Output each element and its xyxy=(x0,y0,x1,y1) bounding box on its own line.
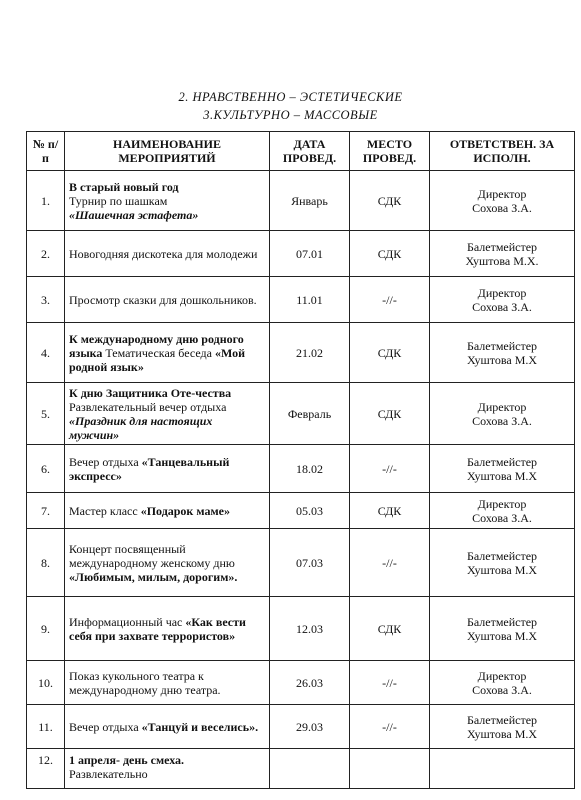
event-name xyxy=(65,277,270,323)
event-date: 26.03 xyxy=(270,661,350,705)
responsible-line: Сохова З.А. xyxy=(472,299,532,314)
table-row xyxy=(27,597,575,661)
event-name-segment: Концерт посвященный международному женскому дню xyxy=(69,541,235,570)
row-number: 4. xyxy=(27,323,65,383)
responsible-line: Сохова З.А. xyxy=(472,200,532,215)
event-responsible xyxy=(430,705,575,749)
events-table xyxy=(26,131,575,789)
event-date: 07.03 xyxy=(270,529,350,597)
row-number: 3. xyxy=(27,277,65,323)
event-name xyxy=(65,231,270,277)
event-date: 29.03 xyxy=(270,705,350,749)
event-responsible xyxy=(430,445,575,493)
table-row xyxy=(27,749,575,789)
event-name-segment: Тематическая беседа xyxy=(105,345,215,360)
event-responsible xyxy=(430,383,575,445)
event-name-segment: Мастер класс xyxy=(69,503,141,518)
event-date xyxy=(270,749,350,789)
responsible-line: Сохова З.А. xyxy=(472,510,532,525)
table-row xyxy=(27,493,575,529)
event-name-segment: «Танцуй и веселись». xyxy=(141,719,259,734)
event-responsible xyxy=(430,661,575,705)
event-name xyxy=(65,529,270,597)
row-number: 2. xyxy=(27,231,65,277)
event-name-segment: «Мой родной язык» xyxy=(69,345,246,374)
event-name xyxy=(65,493,270,529)
event-place: СДК xyxy=(350,231,430,277)
event-date: 12.03 xyxy=(270,597,350,661)
event-name-segment: Развлекательный вечер отдыха xyxy=(69,399,227,414)
event-name-segment: Вечер отдыха xyxy=(69,719,142,734)
event-name-segment: Информационный час xyxy=(69,614,186,629)
responsible-line: Балетмейстер xyxy=(466,548,538,563)
responsible-line: Хуштова М.Х xyxy=(466,628,538,643)
table-row xyxy=(27,529,575,597)
event-name-segment: «Любимым, милым, дорогим». xyxy=(69,569,238,584)
event-date: Январь xyxy=(270,171,350,231)
responsible-line: Хуштова М.Х xyxy=(466,468,538,483)
row-number: 11. xyxy=(27,705,65,749)
table-row xyxy=(27,277,575,323)
section-heading-1: 2. НРАВСТВЕННО – ЭСТЕТИЧЕСКИЕ xyxy=(178,90,403,104)
event-date: 18.02 xyxy=(270,445,350,493)
event-responsible xyxy=(430,323,575,383)
event-name xyxy=(65,383,270,445)
row-number: 1. xyxy=(27,171,65,231)
header-number: № п/п xyxy=(27,132,65,171)
event-name-segment: Показ кукольного театра к международному дню театра. xyxy=(69,668,221,697)
header-event-name: НАИМЕНОВАНИЕ МЕРОПРИЯТИЙ xyxy=(65,132,270,171)
event-responsible xyxy=(430,529,575,597)
responsible-line: Хуштова М.Х xyxy=(466,726,538,741)
responsible-line: Балетмейстер xyxy=(466,239,538,254)
event-name xyxy=(65,597,270,661)
event-name-segment: «Шашечная эстафета» xyxy=(69,207,199,222)
event-place xyxy=(350,749,430,789)
responsible-line: Директор xyxy=(477,668,527,683)
row-number: 7. xyxy=(27,493,65,529)
section-heading-2: 3.КУЛЬТУРНО – МАССОВЫЕ xyxy=(203,108,378,122)
event-date: 21.02 xyxy=(270,323,350,383)
event-name xyxy=(65,705,270,749)
event-name xyxy=(65,445,270,493)
event-place: СДК xyxy=(350,383,430,445)
table-row xyxy=(27,705,575,749)
event-name-segment: «Подарок маме» xyxy=(140,503,230,518)
responsible-line: Директор xyxy=(477,186,527,201)
event-place: -//- xyxy=(350,529,430,597)
event-responsible xyxy=(430,231,575,277)
event-name-segment: Просмотр сказки для дошкольников. xyxy=(69,292,257,307)
event-name xyxy=(65,749,270,789)
event-name xyxy=(65,661,270,705)
event-place: СДК xyxy=(350,171,430,231)
table-row xyxy=(27,323,575,383)
event-date: Февраль xyxy=(270,383,350,445)
header-responsible: ОТВЕТСТВЕН. ЗА ИСПОЛН. xyxy=(430,132,575,171)
responsible-line: Балетмейстер xyxy=(466,454,538,469)
row-number: 12. xyxy=(27,749,65,789)
responsible-line: Сохова З.А. xyxy=(472,682,532,697)
table-row xyxy=(27,661,575,705)
responsible-line: Хуштова М.Х. xyxy=(465,253,539,268)
event-place: СДК xyxy=(350,597,430,661)
table-row xyxy=(27,231,575,277)
table-row xyxy=(27,383,575,445)
event-name xyxy=(65,171,270,231)
responsible-line: Балетмейстер xyxy=(466,614,538,629)
responsible-line: Директор xyxy=(477,285,527,300)
responsible-line: Директор xyxy=(477,399,527,414)
row-number: 9. xyxy=(27,597,65,661)
event-place: СДК xyxy=(350,493,430,529)
event-date: 05.03 xyxy=(270,493,350,529)
event-date: 11.01 xyxy=(270,277,350,323)
row-number: 6. xyxy=(27,445,65,493)
event-responsible xyxy=(430,493,575,529)
table-row xyxy=(27,171,575,231)
event-name-segment: «Танцевальный экспресс» xyxy=(69,454,230,483)
event-place: -//- xyxy=(350,705,430,749)
row-number: 5. xyxy=(27,383,65,445)
responsible-line: Балетмейстер xyxy=(466,712,538,727)
responsible-line: Хуштова М.Х xyxy=(466,562,538,577)
table-header-row xyxy=(27,132,575,171)
responsible-line: Балетмейстер xyxy=(466,338,538,353)
row-number: 8. xyxy=(27,529,65,597)
event-name-segment: Вечер отдыха xyxy=(69,454,142,469)
event-name-segment: Турнир по шашкам xyxy=(69,193,168,208)
event-name-segment: Новогодняя дискотека для молодежи xyxy=(69,246,258,261)
event-name-segment: К международному дню родного языка xyxy=(69,331,244,360)
header-date: ДАТА ПРОВЕД. xyxy=(270,132,350,171)
event-place: СДК xyxy=(350,323,430,383)
row-number: 10. xyxy=(27,661,65,705)
event-name-segment: «Праздник для настоящих мужчин» xyxy=(69,413,213,442)
responsible-line: Сохова З.А. xyxy=(472,413,532,428)
event-responsible xyxy=(430,171,575,231)
event-responsible xyxy=(430,597,575,661)
header-place: МЕСТО ПРОВЕД. xyxy=(350,132,430,171)
event-responsible xyxy=(430,277,575,323)
event-responsible xyxy=(430,749,575,789)
event-name-segment: 1 апреля- день смеха. xyxy=(69,753,185,767)
responsible-line: Директор xyxy=(477,496,527,511)
event-date: 07.01 xyxy=(270,231,350,277)
event-name-segment: К дню Защитника Оте-чества xyxy=(69,385,232,400)
event-place: -//- xyxy=(350,445,430,493)
responsible-line: Хуштова М.Х xyxy=(466,352,538,367)
event-name-segment: Развлекательно xyxy=(69,767,148,781)
event-name-segment: В старый новый год xyxy=(69,179,179,194)
event-name-segment: «Как вести себя при захвате террористов» xyxy=(69,614,246,643)
event-place: -//- xyxy=(350,277,430,323)
event-name xyxy=(65,323,270,383)
event-place: -//- xyxy=(350,661,430,705)
table-row xyxy=(27,445,575,493)
